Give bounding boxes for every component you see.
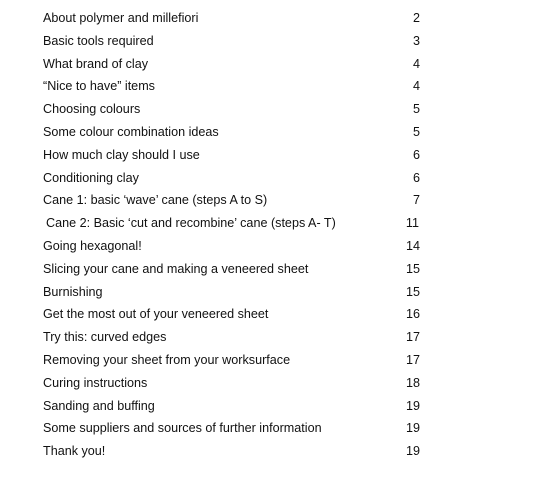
toc-entry-title: Going hexagonal!: [43, 238, 142, 253]
toc-entry-title: How much clay should I use: [43, 147, 200, 162]
toc-entry[interactable]: [0, 326, 554, 349]
toc-entry-title: “Nice to have” items: [43, 79, 155, 94]
toc-entry-title: Some suppliers and sources of further information: [43, 421, 322, 436]
toc-entry-title: Removing your sheet from your worksurface: [43, 352, 291, 367]
toc-entry-title: Some colour combination ideas: [43, 124, 219, 139]
toc-entry-page: 6: [412, 170, 420, 185]
toc-entry-page: 17: [405, 352, 420, 367]
toc-entry[interactable]: [0, 144, 554, 167]
toc-entry-page: 5: [412, 124, 420, 139]
toc-entry[interactable]: [0, 53, 554, 76]
toc-entry[interactable]: [0, 121, 554, 144]
toc-entry-page: 7: [412, 193, 420, 208]
toc-entry-page: 4: [412, 79, 420, 94]
toc-entry[interactable]: [0, 235, 554, 258]
toc-entry-title: Cane 2: Basic ‘cut and recombine’ cane (steps A- T): [46, 216, 336, 231]
toc-entry[interactable]: [0, 349, 554, 372]
toc-entry-page: 18: [405, 375, 420, 390]
toc-entry-title: Basic tools required: [43, 33, 154, 48]
toc-entry-page: 4: [412, 56, 420, 71]
toc-entry-page: 15: [405, 261, 420, 276]
toc-entry-title: About polymer and millefiori: [43, 11, 199, 25]
toc-entry-title: What brand of clay: [43, 56, 148, 71]
toc-entry-page: 17: [405, 330, 420, 345]
toc-entry-page: 16: [405, 307, 420, 322]
toc-entry-page: 14: [405, 238, 420, 253]
toc-entry[interactable]: [0, 440, 554, 463]
toc-entry-page: 19: [405, 421, 420, 436]
toc-entry[interactable]: [0, 98, 554, 121]
toc-entry-page: 19: [405, 398, 420, 413]
toc-entry[interactable]: [0, 167, 554, 190]
toc-entry[interactable]: [0, 30, 554, 53]
toc-entry-page: 15: [405, 284, 420, 299]
toc-entry[interactable]: [0, 281, 554, 304]
toc-entry-title: Curing instructions: [43, 375, 148, 390]
toc-entry-page: 5: [412, 102, 420, 117]
toc-entry-page: 3: [412, 33, 420, 48]
toc-entry[interactable]: [0, 372, 554, 395]
toc-entry-title: Try this: curved edges: [43, 330, 167, 345]
toc-entry-title: Sanding and buffing: [43, 398, 155, 413]
toc-entry-title: Slicing your cane and making a veneered sheet: [43, 261, 309, 276]
toc-entry[interactable]: [0, 417, 554, 440]
toc-entry[interactable]: [0, 212, 554, 235]
toc-entry[interactable]: [0, 258, 554, 281]
toc-entry[interactable]: [0, 7, 554, 30]
toc-entry-page: 6: [412, 147, 420, 162]
toc-entry-title: Thank you!: [43, 444, 106, 459]
toc-entry[interactable]: [0, 189, 554, 212]
toc-entry-title: Conditioning clay: [43, 170, 139, 185]
toc-entry-page: 19: [405, 444, 420, 459]
toc-entry-title: Burnishing: [43, 284, 103, 299]
table-of-contents: [0, 7, 554, 463]
toc-entry-title: Choosing colours: [43, 102, 141, 117]
toc-entry[interactable]: [0, 75, 554, 98]
toc-entry-page: 2: [412, 11, 420, 25]
toc-entry-title: Get the most out of your veneered sheet: [43, 307, 269, 322]
toc-entry[interactable]: [0, 303, 554, 326]
toc-entry[interactable]: [0, 395, 554, 418]
toc-entry-title: Cane 1: basic ‘wave’ cane (steps A to S): [43, 193, 268, 208]
toc-entry-page: 11: [405, 216, 419, 231]
